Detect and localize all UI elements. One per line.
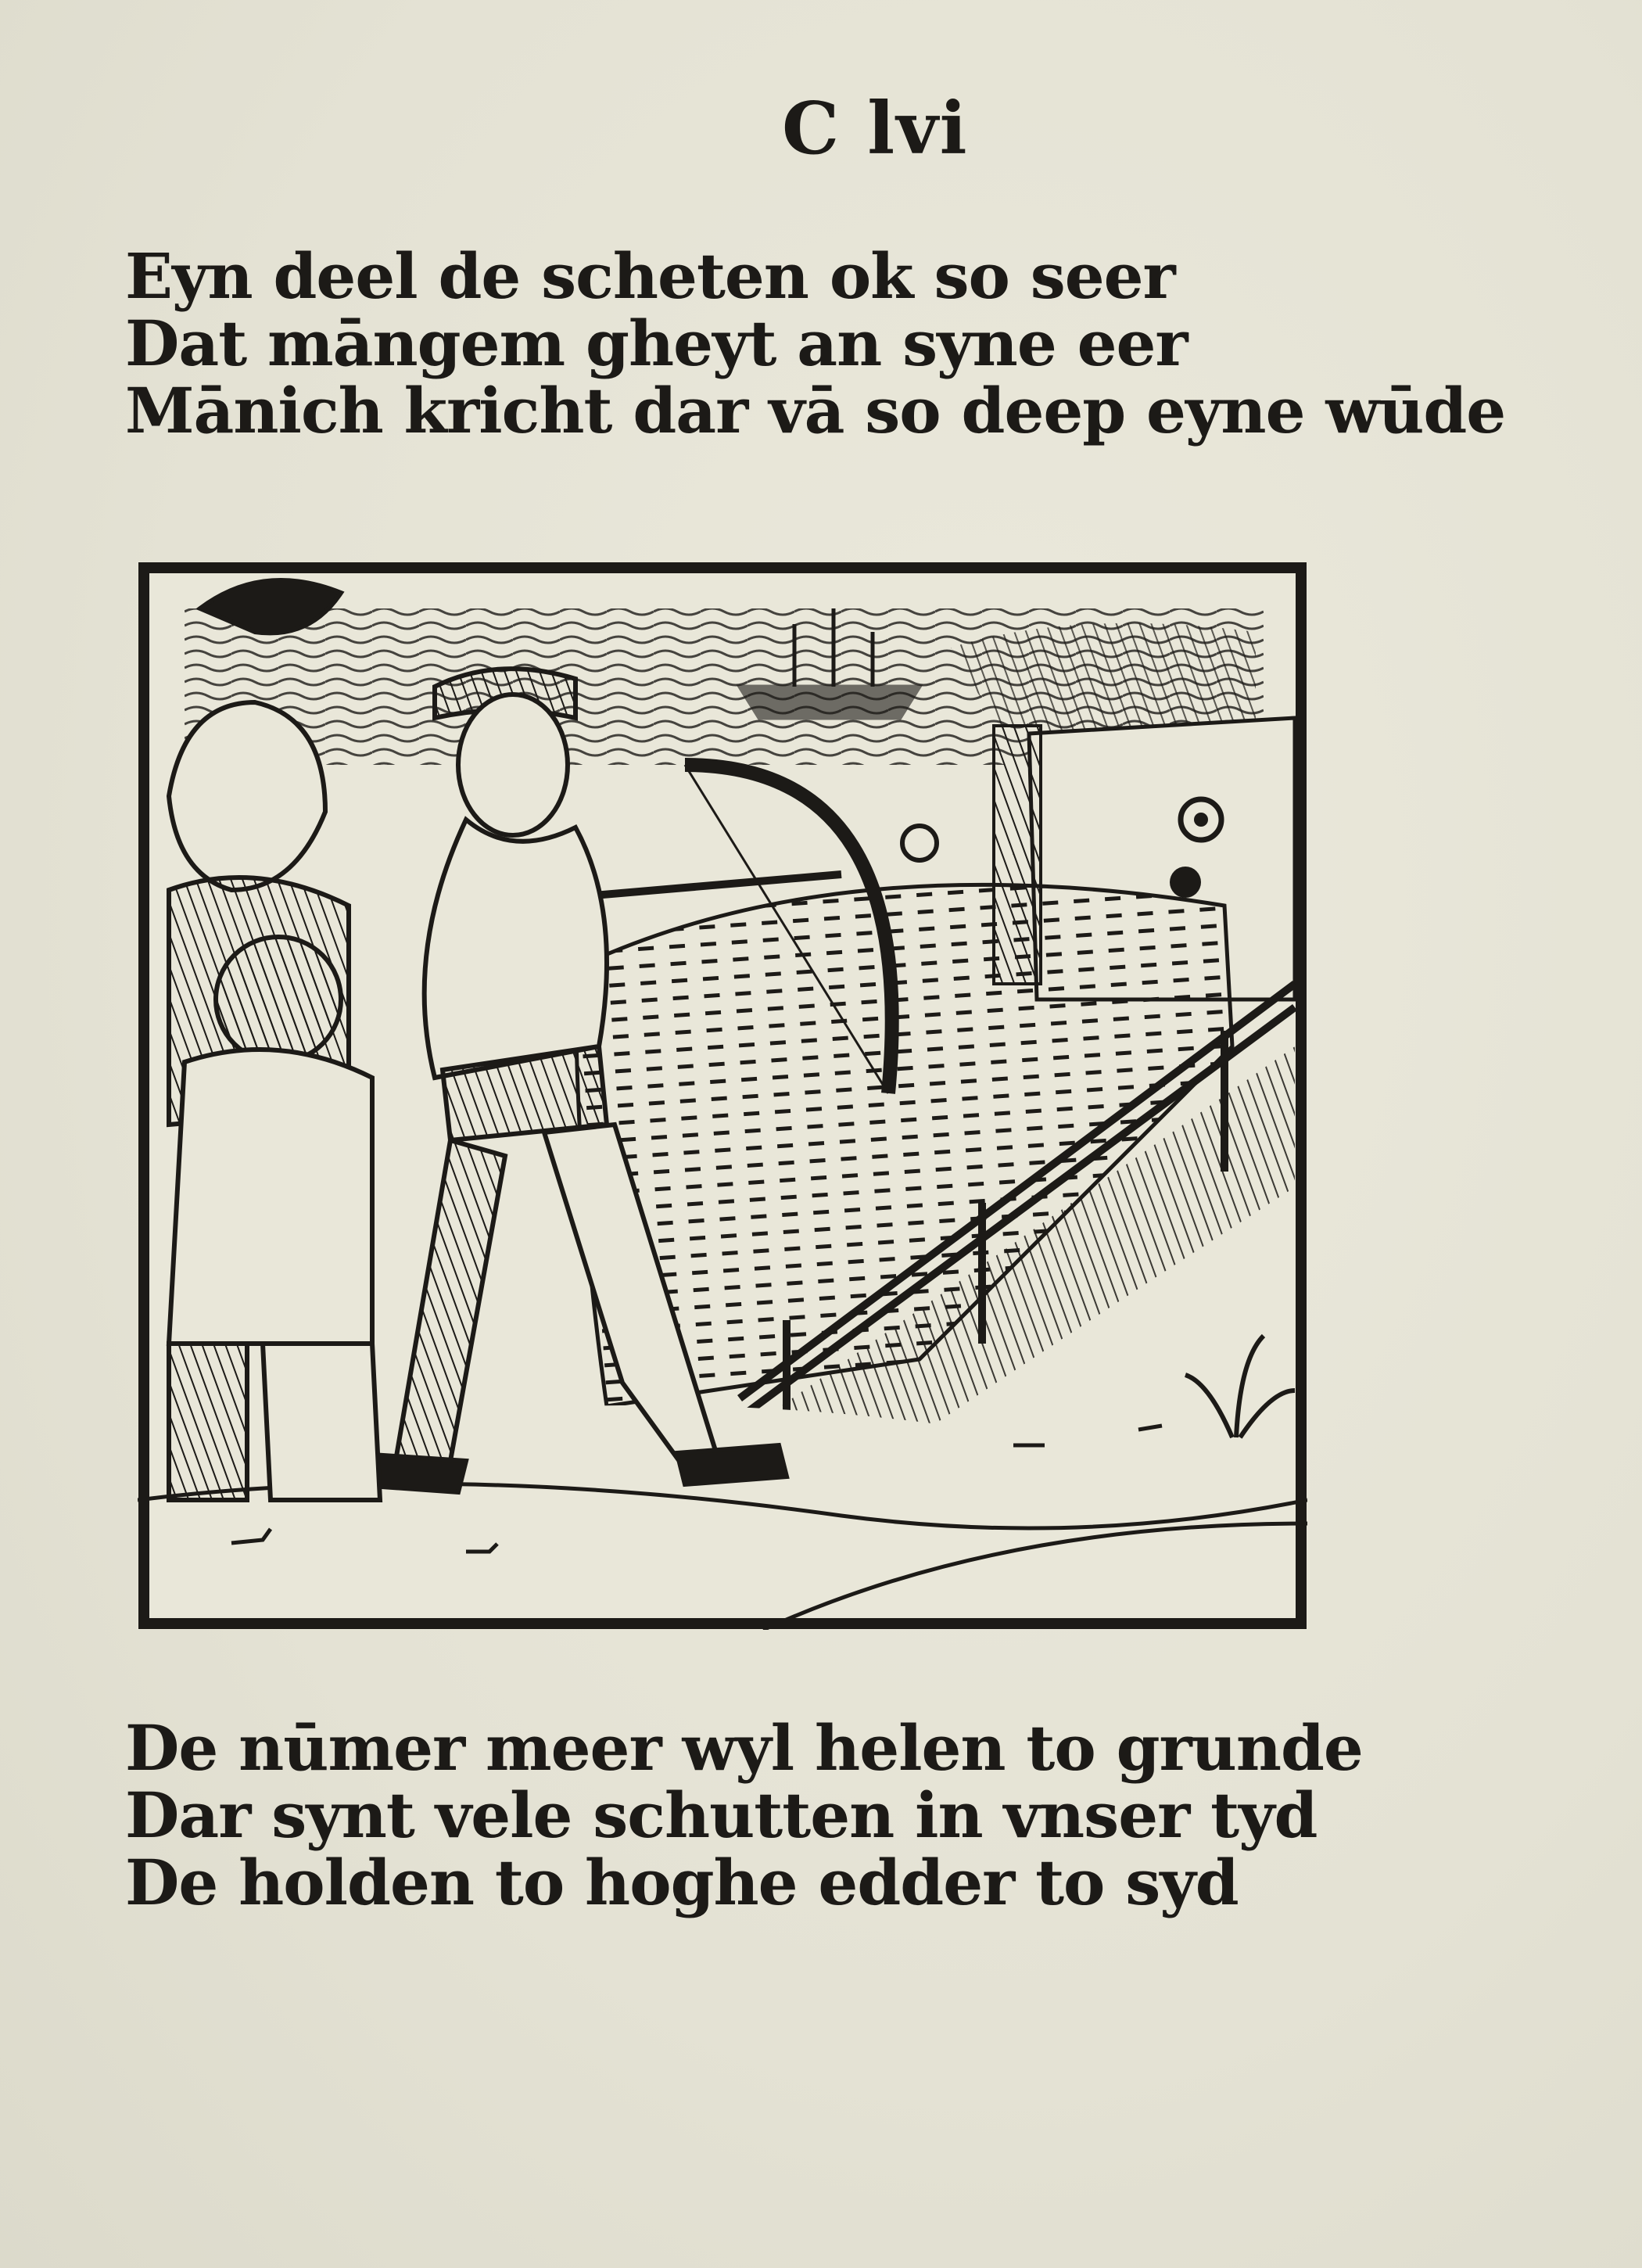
folio-number: C lvi: [782, 86, 969, 170]
verse-line: Dat māngem gheyt an syne eer: [125, 307, 1188, 380]
verse-line: De holden to hoghe edder to syd: [125, 1846, 1239, 1919]
verse-bottom: [125, 1711, 1363, 1919]
verse-line: Dar synt vele schutten in vnser tyd: [125, 1778, 1318, 1852]
verse-top: [125, 239, 1506, 447]
verse-line: De nūmer meer wyl helen to grunde: [125, 1711, 1363, 1785]
woodcut-illustration: [138, 562, 1307, 1630]
verse-line: Eyn deel de scheten ok so seer: [125, 239, 1175, 313]
verse-line: Mānich kricht dar vā so deep eyne wūde: [125, 374, 1506, 447]
